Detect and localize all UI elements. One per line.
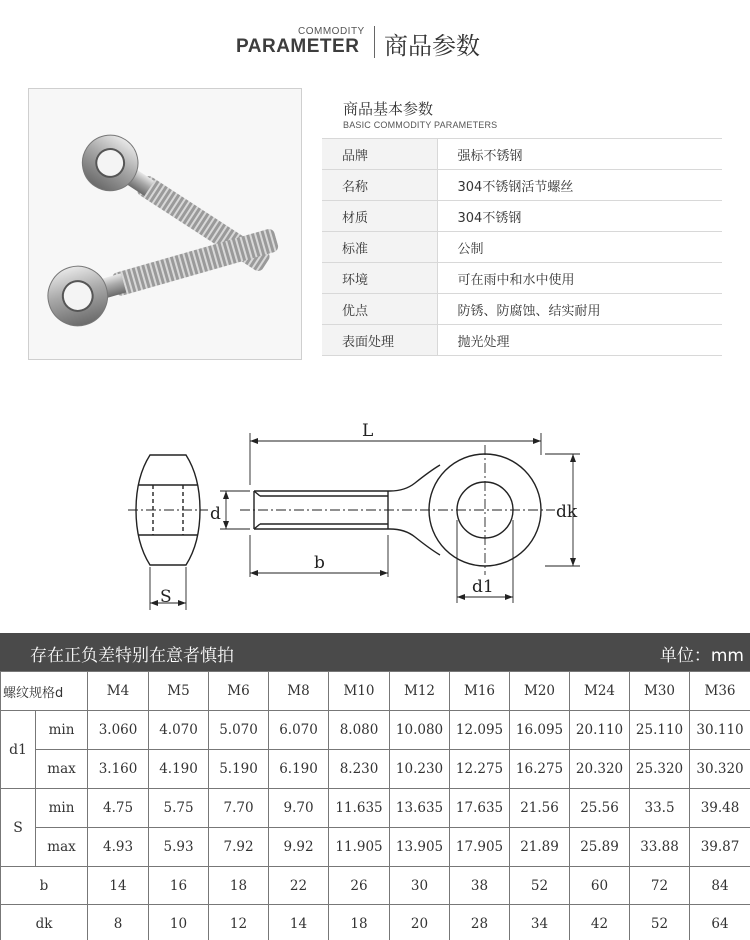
d1-min-cell: 25.110 <box>630 711 690 750</box>
d1-max-cell: 30.320 <box>690 750 750 789</box>
spec-table <box>0 671 750 940</box>
s-min-cell: 9.70 <box>269 789 329 828</box>
section-header <box>0 20 750 70</box>
s-max-cell: 39.87 <box>690 828 750 867</box>
d1-min-cell: 6.070 <box>269 711 329 750</box>
b-label: b <box>1 867 88 905</box>
basic-params-table <box>322 138 722 356</box>
dim-d: d <box>210 504 221 524</box>
param-value: 可在雨中和水中使用 <box>437 263 722 294</box>
s-min-cell: 4.75 <box>88 789 149 828</box>
s-min-cell: 39.48 <box>690 789 750 828</box>
b-cell: 72 <box>630 867 690 905</box>
technical-drawing <box>0 415 750 615</box>
param-value: 304不锈钢 <box>437 201 722 232</box>
header-cn-title: 商品参数 <box>384 32 480 60</box>
s-min-cell: 7.70 <box>209 789 269 828</box>
size-cell: M16 <box>450 672 510 711</box>
table-row <box>1 711 750 750</box>
s-label: S <box>1 789 36 867</box>
min-label: min <box>36 789 88 828</box>
s-max-cell: 7.92 <box>209 828 269 867</box>
size-cell: M12 <box>390 672 450 711</box>
d1-min-cell: 16.095 <box>510 711 570 750</box>
dim-S: S <box>160 587 172 607</box>
product-photo <box>28 88 302 360</box>
dim-d1: d1 <box>472 577 494 597</box>
d1-max-cell: 3.160 <box>88 750 149 789</box>
size-cell: M36 <box>690 672 750 711</box>
size-cell: M8 <box>269 672 329 711</box>
eye-bolt-drawing <box>0 415 750 615</box>
b-cell: 18 <box>209 867 269 905</box>
size-cell: M10 <box>329 672 390 711</box>
table-row <box>322 170 722 201</box>
dk-cell: 18 <box>329 905 390 940</box>
d1-min-cell: 8.080 <box>329 711 390 750</box>
s-max-cell: 17.905 <box>450 828 510 867</box>
b-cell: 52 <box>510 867 570 905</box>
basic-params-title: 商品基本参数 <box>343 100 434 118</box>
param-value: 公制 <box>437 232 722 263</box>
param-key: 环境 <box>322 263 437 294</box>
size-cell: M30 <box>630 672 690 711</box>
thread-spec-label: 螺纹规格d <box>1 672 88 711</box>
dk-cell: 64 <box>690 905 750 940</box>
dk-cell: 52 <box>630 905 690 940</box>
param-value: 304不锈钢活节螺丝 <box>437 170 722 201</box>
s-min-cell: 5.75 <box>149 789 209 828</box>
table-row <box>1 905 750 940</box>
param-key: 表面处理 <box>322 325 437 356</box>
d1-max-cell: 12.275 <box>450 750 510 789</box>
size-cell: M6 <box>209 672 269 711</box>
dim-b: b <box>314 553 325 573</box>
s-max-cell: 25.89 <box>570 828 630 867</box>
s-min-cell: 11.635 <box>329 789 390 828</box>
d1-min-cell: 3.060 <box>88 711 149 750</box>
header-small-text: COMMODITY <box>298 26 365 37</box>
d1-max-cell: 10.230 <box>390 750 450 789</box>
b-cell: 14 <box>88 867 149 905</box>
b-cell: 60 <box>570 867 630 905</box>
b-cell: 22 <box>269 867 329 905</box>
header-divider <box>374 26 375 58</box>
table-row <box>1 828 750 867</box>
d1-max-cell: 5.190 <box>209 750 269 789</box>
s-max-cell: 21.89 <box>510 828 570 867</box>
header-big-text: PARAMETER <box>236 36 360 57</box>
b-cell: 38 <box>450 867 510 905</box>
basic-params-subtitle: BASIC COMMODITY PARAMETERS <box>343 120 498 130</box>
unit-label: 单位：mm <box>659 646 744 666</box>
s-min-cell: 13.635 <box>390 789 450 828</box>
table-row <box>322 325 722 356</box>
param-value: 防锈、防腐蚀、结实耐用 <box>437 294 722 325</box>
param-key: 名称 <box>322 170 437 201</box>
d1-min-cell: 5.070 <box>209 711 269 750</box>
size-cell: M20 <box>510 672 570 711</box>
param-value: 强标不锈钢 <box>437 139 722 170</box>
table-row <box>322 201 722 232</box>
d1-max-cell: 4.190 <box>149 750 209 789</box>
min-label: min <box>36 711 88 750</box>
param-key: 优点 <box>322 294 437 325</box>
s-max-cell: 9.92 <box>269 828 329 867</box>
dim-dk: dk <box>556 502 578 522</box>
param-value: 抛光处理 <box>437 325 722 356</box>
d1-min-cell: 4.070 <box>149 711 209 750</box>
b-cell: 84 <box>690 867 750 905</box>
d1-max-cell: 16.275 <box>510 750 570 789</box>
eye-bolt-photo <box>29 89 301 359</box>
d1-min-cell: 20.110 <box>570 711 630 750</box>
table-row <box>1 750 750 789</box>
param-key: 标准 <box>322 232 437 263</box>
table-row <box>1 672 750 711</box>
table-row <box>322 232 722 263</box>
b-cell: 16 <box>149 867 209 905</box>
dk-cell: 10 <box>149 905 209 940</box>
param-key: 品牌 <box>322 139 437 170</box>
s-max-cell: 11.905 <box>329 828 390 867</box>
dk-cell: 8 <box>88 905 149 940</box>
d1-max-cell: 20.320 <box>570 750 630 789</box>
dk-cell: 28 <box>450 905 510 940</box>
size-cell: M24 <box>570 672 630 711</box>
s-max-cell: 4.93 <box>88 828 149 867</box>
tolerance-note: 存在正负差特别在意者慎拍 <box>30 646 234 666</box>
b-cell: 26 <box>329 867 390 905</box>
table-row <box>1 789 750 828</box>
s-min-cell: 21.56 <box>510 789 570 828</box>
size-cell: M5 <box>149 672 209 711</box>
spec-header-bar <box>0 633 750 671</box>
s-max-cell: 13.905 <box>390 828 450 867</box>
d1-min-cell: 12.095 <box>450 711 510 750</box>
d1-max-cell: 6.190 <box>269 750 329 789</box>
dk-cell: 14 <box>269 905 329 940</box>
table-row <box>1 867 750 905</box>
b-cell: 30 <box>390 867 450 905</box>
d1-max-cell: 25.320 <box>630 750 690 789</box>
d1-label: d1 <box>1 711 36 789</box>
table-row <box>322 263 722 294</box>
max-label: max <box>36 750 88 789</box>
dim-L: L <box>362 421 374 441</box>
max-label: max <box>36 828 88 867</box>
dk-cell: 12 <box>209 905 269 940</box>
dk-cell: 34 <box>510 905 570 940</box>
dk-cell: 42 <box>570 905 630 940</box>
dk-label: dk <box>1 905 88 940</box>
d1-min-cell: 30.110 <box>690 711 750 750</box>
s-max-cell: 5.93 <box>149 828 209 867</box>
d1-max-cell: 8.230 <box>329 750 390 789</box>
table-row <box>322 139 722 170</box>
s-min-cell: 33.5 <box>630 789 690 828</box>
size-cell: M4 <box>88 672 149 711</box>
s-min-cell: 17.635 <box>450 789 510 828</box>
s-max-cell: 33.88 <box>630 828 690 867</box>
dk-cell: 20 <box>390 905 450 940</box>
s-min-cell: 25.56 <box>570 789 630 828</box>
param-key: 材质 <box>322 201 437 232</box>
table-row <box>322 294 722 325</box>
d1-min-cell: 10.080 <box>390 711 450 750</box>
